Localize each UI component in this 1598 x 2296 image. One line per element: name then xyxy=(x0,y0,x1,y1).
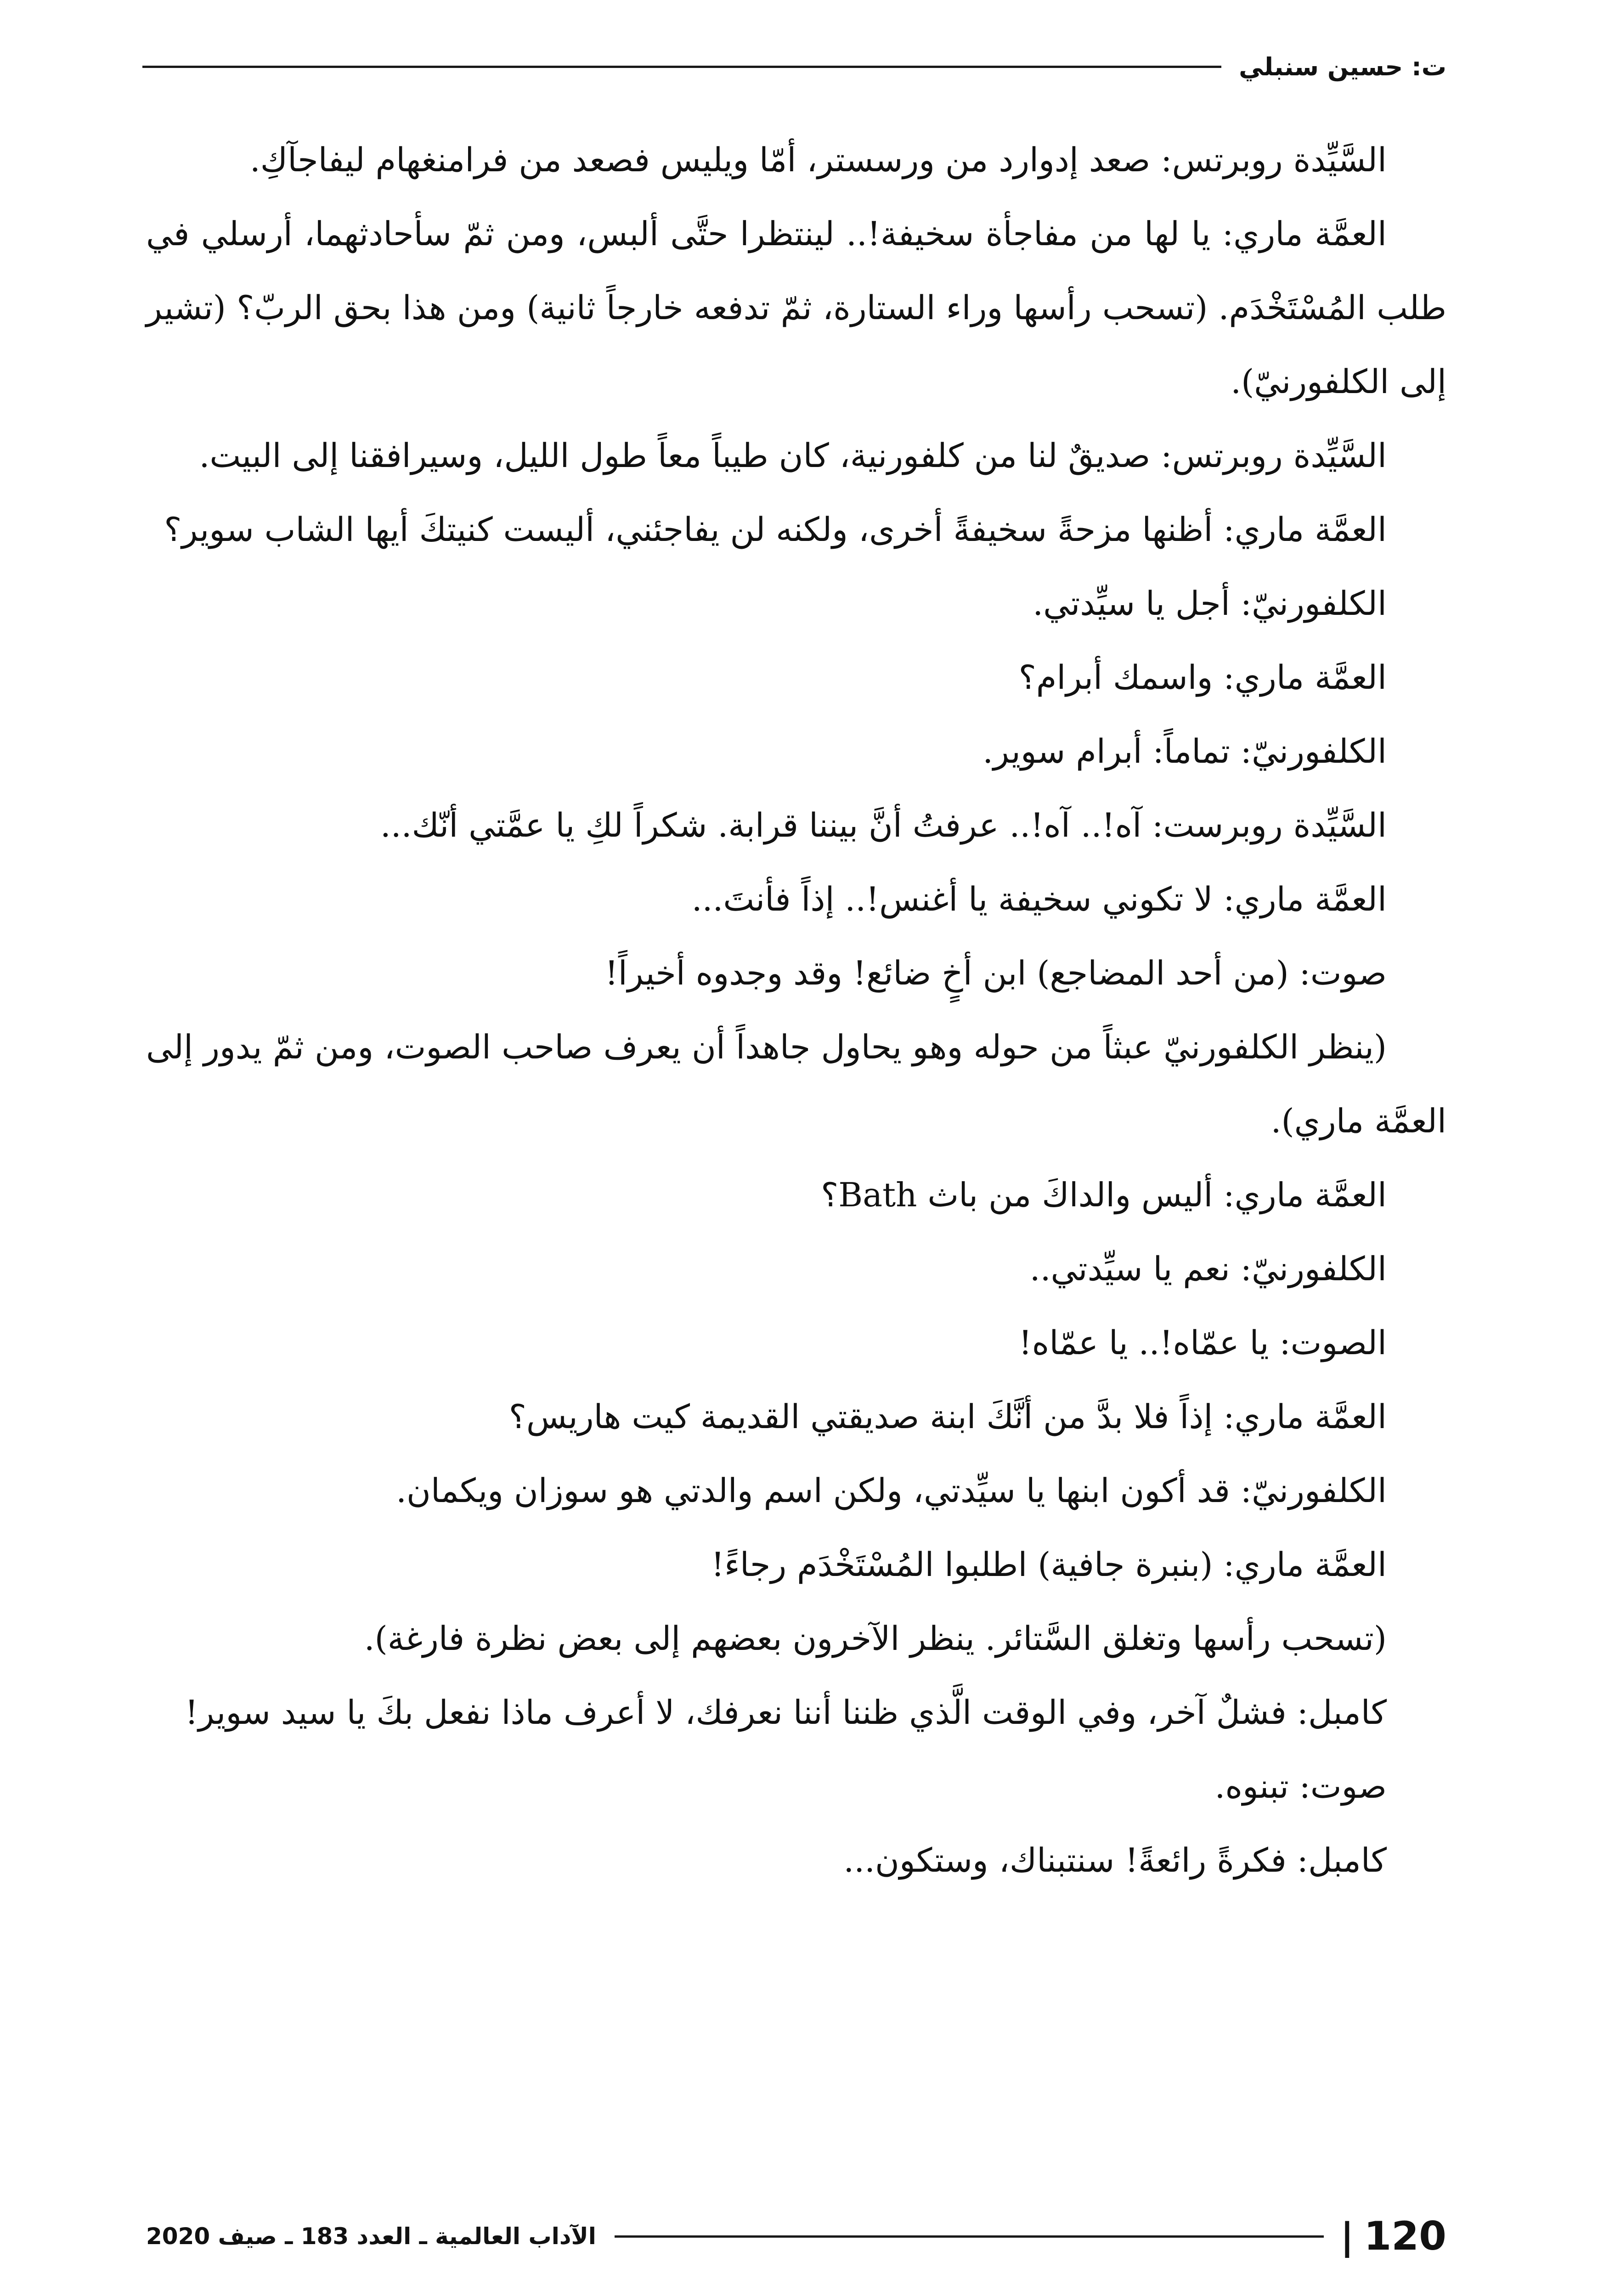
paragraph: كامبل: فكرةً رائعةً! سنتبناك، وستكون... xyxy=(843,1841,1387,1880)
header-rule xyxy=(142,66,1221,68)
paragraph: الصوت: يا عمّاه!.. يا عمّاه! xyxy=(1018,1323,1387,1362)
paragraph: الكلفورنيّ: أجل يا سيِّدتي. xyxy=(1033,584,1387,623)
article-body xyxy=(146,123,1446,1897)
paragraph: الكلفورنيّ: نعم يا سيِّدتي.. xyxy=(1029,1249,1387,1288)
paragraph: العمَّة ماري: (بنبرة جافية) اطلبوا المُسْتَخْدَم رجاءً! xyxy=(711,1545,1387,1584)
paragraph: العمَّة ماري: أليس والداكَ من باث Bath؟ xyxy=(821,1176,1387,1214)
paragraph: (تسحب رأسها وتغلق السَّتائر. ينظر الآخرون بعضهم إلى بعض نظرة فارغة). xyxy=(364,1619,1387,1658)
paragraph: كامبل: فشلٌ آخر، وفي الوقت الَّذي ظننا أننا نعرفك، لا أعرف ماذا نفعل بكَ يا سيد سوير! xyxy=(185,1693,1387,1732)
paragraph: العمَّة ماري: أظنها مزحةً سخيفةً أخرى، ولكنه لن يفاجئني، أليست كنيتكَ أيها الشاب سوير؟ xyxy=(164,510,1387,549)
paragraph: العمَّة ماري: إذاً فلا بدَّ من أنَّكَ ابنة صديقتي القديمة كيت هاريس؟ xyxy=(508,1397,1387,1436)
paragraph: الكلفورنيّ: تماماً: أبرام سوير. xyxy=(983,732,1387,771)
footer-rule xyxy=(615,2235,1324,2238)
paragraph: الكلفورنيّ: قد أكون ابنها يا سيِّدتي، ولكن اسم والدتي هو سوزان ويكمان. xyxy=(396,1471,1387,1510)
footer-separator: | xyxy=(1340,2215,1354,2258)
paragraph: (ينظر الكلفورنيّ عبثاً من حوله وهو يحاول جاهداً أن يعرف صاحب الصوت، ومن ثمّ يدور إلى العمَّة ماري). xyxy=(146,1028,1446,1140)
paragraph: السَّيِّدة روبرتس: صعد إدوارد من ورسستر، أمّا ويليس فصعد من فرامنغهام ليفاجآكِ. xyxy=(249,141,1387,179)
paragraph: صوت: (من أحد المضاجع) ابن أخٍ ضائع! وقد وجدوه أخيراً! xyxy=(604,954,1387,992)
paragraph: العمَّة ماري: يا لها من مفاجأة سخيفة!.. لينتظرا حتَّى ألبس، ومن ثمّ سأحادثهما، أرسلي في طلب المُسْتَخْدَم. (تسحب رأسها وراء الستارة، ثمّ تدفعه خارجاً ثانية) ومن هذا بحق الربّ؟ (تشير إلى الكلفورنيّ). xyxy=(146,214,1446,401)
page-number: 120 xyxy=(1364,2213,1446,2259)
page-footer xyxy=(146,2209,1446,2264)
page-header xyxy=(142,44,1446,90)
paragraph: السَّيِّدة روبرست: آه!.. آه!.. عرفتُ أنَّ بيننا قرابة. شكراً لكِ يا عمَّتي أنّك... xyxy=(380,806,1387,844)
paragraph: العمَّة ماري: واسمك أبرام؟ xyxy=(1018,658,1387,697)
paragraph: السَّيِّدة روبرتس: صديقٌ لنا من كلفورنية، كان طيباً معاً طول الليل، وسيرافقنا إلى البيت. xyxy=(199,436,1387,475)
issue-info: الآداب العالمية ـ العدد 183 ـ صيف 2020 xyxy=(146,2223,596,2250)
paragraph: صوت: تبنوه. xyxy=(1214,1767,1387,1806)
paragraph: العمَّة ماري: لا تكوني سخيفة يا أغنس!.. إذاً فأنتَ... xyxy=(691,880,1387,918)
translator-credit: ت: حسين سنبلي xyxy=(1239,52,1446,81)
